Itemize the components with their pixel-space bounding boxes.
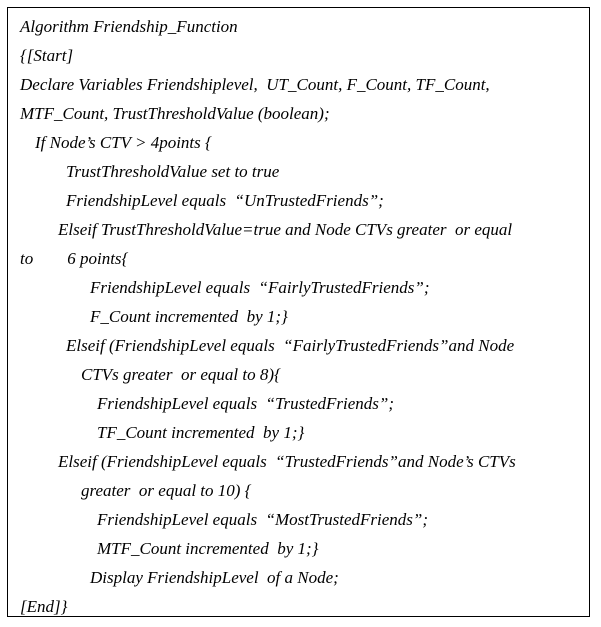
- algorithm-line-elseif-3: Elseif (FriendshipLevel equals “TrustedFriends”and Node’s CTVs: [58, 452, 516, 471]
- algorithm-line-untrusted: FriendshipLevel equals “UnTrustedFriends”;: [66, 191, 384, 210]
- algorithm-line-start: {[Start]: [20, 46, 74, 65]
- algorithm-line-tf-count: TF_Count incremented by 1;}: [97, 423, 305, 442]
- algorithm-title: Algorithm Friendship_Function: [20, 17, 238, 36]
- algorithm-line-elseif-2-cont: CTVs greater or equal to 8){: [81, 365, 281, 384]
- algorithm-line-elseif-1-cont: to 6 points{: [20, 249, 129, 268]
- algorithm-line-if: If Node’s CTV > 4points {: [35, 133, 212, 152]
- algorithm-line-trusted: FriendshipLevel equals “TrustedFriends”;: [97, 394, 395, 413]
- algorithm-line-threshold-true: TrustThresholdValue set to true: [66, 162, 280, 181]
- algorithm-line-elseif-3-cont: greater or equal to 10) {: [81, 481, 252, 500]
- algorithm-line-mtf-count: MTF_Count incremented by 1;}: [97, 539, 319, 558]
- algorithm-box: [7, 7, 590, 617]
- algorithm-line-end: [End]}: [20, 597, 68, 616]
- algorithm-line-fairly-trusted: FriendshipLevel equals “FairlyTrustedFriends”;: [90, 278, 430, 297]
- algorithm-line-declare-cont: MTF_Count, TrustThresholdValue (boolean);: [20, 104, 330, 123]
- algorithm-line-f-count: F_Count incremented by 1;}: [90, 307, 288, 326]
- algorithm-line-most-trusted: FriendshipLevel equals “MostTrustedFriends”;: [97, 510, 429, 529]
- algorithm-line-display: Display FriendshipLevel of a Node;: [90, 568, 339, 587]
- algorithm-line-elseif-1: Elseif TrustThresholdValue=true and Node CTVs greater or equal: [58, 220, 513, 239]
- algorithm-line-elseif-2: Elseif (FriendshipLevel equals “FairlyTrustedFriends”and Node: [66, 336, 515, 355]
- algorithm-line-declare: Declare Variables Friendshiplevel, UT_Count, F_Count, TF_Count,: [20, 75, 490, 94]
